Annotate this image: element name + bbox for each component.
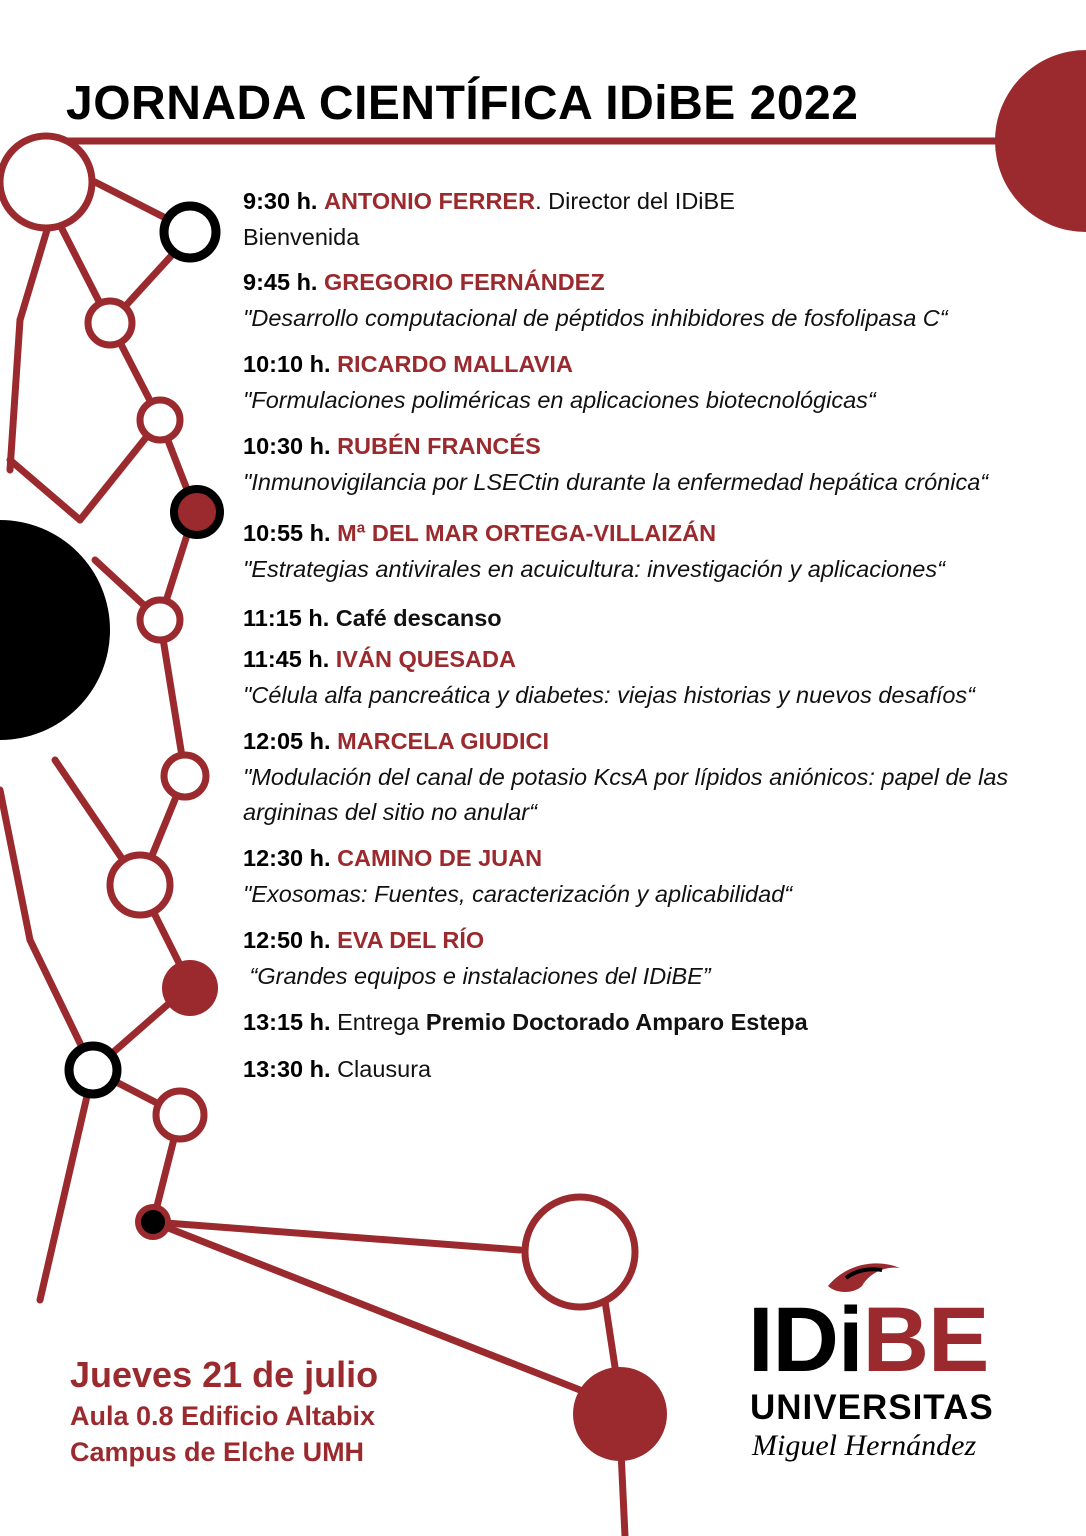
item-speaker: CAMINO DE JUAN <box>337 845 543 871</box>
item-speaker: GREGORIO FERNÁNDEZ <box>323 269 605 295</box>
item-time: 10:10 h. <box>243 351 331 377</box>
item-time: 11:15 h. <box>243 605 330 631</box>
item-time: 12:30 h. <box>243 845 331 871</box>
item-time: 13:30 h. <box>243 1056 331 1082</box>
logo-idi: IDi <box>748 1289 863 1391</box>
schedule-item <box>243 514 1063 587</box>
logo-universitas: UNIVERSITAS <box>750 1388 994 1427</box>
item-speaker: Mª DEL MAR ORTEGA-VILLAIZÁN <box>337 520 717 546</box>
item-time: 9:45 h. <box>243 269 318 295</box>
item-talk-title: "Desarrollo computacional de péptidos inhibidores de fosfolipasa C“ <box>243 305 948 331</box>
schedule-item <box>243 263 1063 336</box>
schedule-list <box>243 182 1063 1097</box>
schedule-item <box>243 599 1063 637</box>
item-talk-title: "Exosomas: Fuentes, caracterización y aplicabilidad“ <box>243 881 793 907</box>
schedule-item <box>243 722 1063 830</box>
schedule-item <box>243 1003 1063 1041</box>
item-time: 9:30 h. <box>243 188 318 214</box>
item-talk-title: “Grandes equipos e instalaciones del IDiBE” <box>243 963 711 989</box>
schedule-item <box>243 839 1063 912</box>
logo-university-name: Miguel Hernández <box>752 1429 977 1462</box>
schedule-item <box>243 640 1063 713</box>
page-title: JORNADA CIENTÍFICA IDiBE 2022 <box>66 77 859 130</box>
idibe-logo <box>748 1290 1018 1470</box>
logo-wordmark <box>748 1290 988 1390</box>
event-room: Aula 0.8 Edificio Altabix <box>70 1401 376 1431</box>
event-campus: Campus de Elche UMH <box>70 1437 365 1467</box>
item-description: Entrega <box>337 1009 426 1035</box>
item-description: . Director del IDiBE <box>535 188 735 214</box>
item-speaker: ANTONIO FERRER <box>323 188 536 214</box>
item-speaker: IVÁN QUESADA <box>335 646 516 672</box>
item-award: Premio Doctorado Amparo Estepa <box>425 1009 808 1035</box>
item-description: Clausura <box>337 1056 432 1082</box>
item-talk-title: "Célula alfa pancreática y diabetes: viejas historias y nuevos desafíos“ <box>243 682 976 708</box>
item-talk-title: "Formulaciones poliméricas en aplicaciones biotecnológicas“ <box>243 387 876 413</box>
item-talk-title: "Inmunovigilancia por LSECtin durante la enfermedad hepática crónica“ <box>243 469 989 495</box>
item-time: 11:45 h. <box>243 646 330 672</box>
item-speaker: MARCELA GIUDICI <box>337 728 549 754</box>
item-speaker: EVA DEL RÍO <box>337 927 485 953</box>
item-time: 10:55 h. <box>243 520 331 546</box>
schedule-item <box>243 1050 1063 1088</box>
item-time: 10:30 h. <box>243 433 331 459</box>
item-talk-title: "Modulación del canal de potasio KcsA por lípidos aniónicos: papel de las argininas del sitio no anular“ <box>243 764 1009 825</box>
event-info <box>70 1352 378 1470</box>
item-time: 12:05 h. <box>243 728 331 754</box>
schedule-item <box>243 427 1063 500</box>
item-talk-title: "Estrategias antivirales en acuicultura: investigación y aplicaciones“ <box>243 556 945 582</box>
event-date: Jueves 21 de julio <box>70 1354 379 1395</box>
schedule-item <box>243 921 1063 994</box>
item-speaker: RICARDO MALLAVIA <box>337 351 573 377</box>
item-speaker: RUBÉN FRANCÉS <box>337 433 541 459</box>
item-subtitle: Bienvenida <box>243 224 360 250</box>
item-time: 12:50 h. <box>243 927 331 953</box>
logo-be: BE <box>862 1289 989 1391</box>
item-time: 13:15 h. <box>243 1009 331 1035</box>
schedule-item <box>243 345 1063 418</box>
schedule-item <box>243 182 1063 254</box>
item-break: Café descanso <box>335 605 502 631</box>
